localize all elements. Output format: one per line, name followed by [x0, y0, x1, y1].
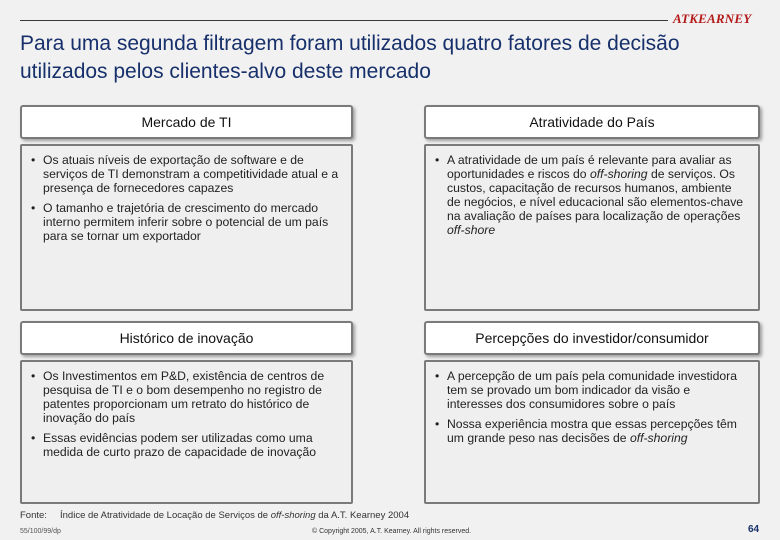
list-item: • Os atuais níveis de exportação de software e de serviços de TI demonstram a competitividade atual e a presença de fornecedores capazes	[30, 153, 341, 195]
header-label: Histórico de inovação	[119, 330, 254, 346]
header-percepcoes-investidor	[424, 321, 760, 355]
header-label: Mercado de TI	[141, 114, 232, 130]
content-historico-inovacao	[20, 360, 353, 504]
header-rule	[20, 20, 668, 21]
header-historico-inovacao	[20, 321, 353, 355]
bullet-list	[434, 153, 748, 237]
copyright: © Copyright 2005, A.T. Kearney. All rights reserved.	[312, 528, 472, 535]
brand-logo: ATKEARNEY	[673, 11, 752, 26]
page-title: Para uma segunda filtragem foram utilizados quatro fatores de decisão utilizados pelos clientes-alvo deste mercado	[20, 32, 680, 83]
header-label: Percepções do investidor/consumidor	[475, 330, 709, 346]
content-atratividade-pais	[424, 144, 760, 311]
header-label: Atratividade do País	[529, 114, 655, 130]
page-number: 64	[748, 524, 760, 535]
list-item: • A percepção de um país pela comunidade investidora tem se provado um bom indicador da visão e interesses dos consumidores sobre o país	[434, 369, 748, 411]
list-item: • Essas evidências podem ser utilizadas como uma medida de curto prazo de capacidade de inovação	[30, 431, 341, 459]
source-label: Fonte:	[20, 510, 47, 521]
list-item: • O tamanho e trajetória de crescimento do mercado interno permitem inferir sobre o potencial de um país para se tornar um exportador	[30, 201, 341, 243]
bullet-list	[30, 153, 341, 243]
content-mercado-ti	[20, 144, 353, 311]
source-note: Fonte: Índice de Atratividade de Locação de Serviços de off-shoring da A.T. Kearney 2004	[20, 510, 410, 521]
bullet-list	[434, 369, 748, 445]
doc-id: 55/100/99/dp	[20, 528, 61, 535]
content-percepcoes-investidor	[424, 360, 760, 504]
header-atratividade-pais	[424, 105, 760, 139]
header-mercado-ti	[20, 105, 353, 139]
bullet-list	[30, 369, 341, 459]
list-item: • Os Investimentos em P&D, existência de centros de pesquisa de TI e o bom desempenho no registro de patentes proporcionam um retrato do histórico de inovação do país	[30, 369, 341, 425]
list-item: • Nossa experiência mostra que essas percepções têm um grande peso nas decisões de off-shoring	[434, 417, 748, 445]
list-item: • A atratividade de um país é relevante para avaliar as oportunidades e riscos do off-shoring de serviços. Os custos, capacitação de recursos humanos, ambiente de negócios, e nível educacional são elementos-chave na avaliação de países para localização de operações off-shore	[434, 153, 748, 237]
